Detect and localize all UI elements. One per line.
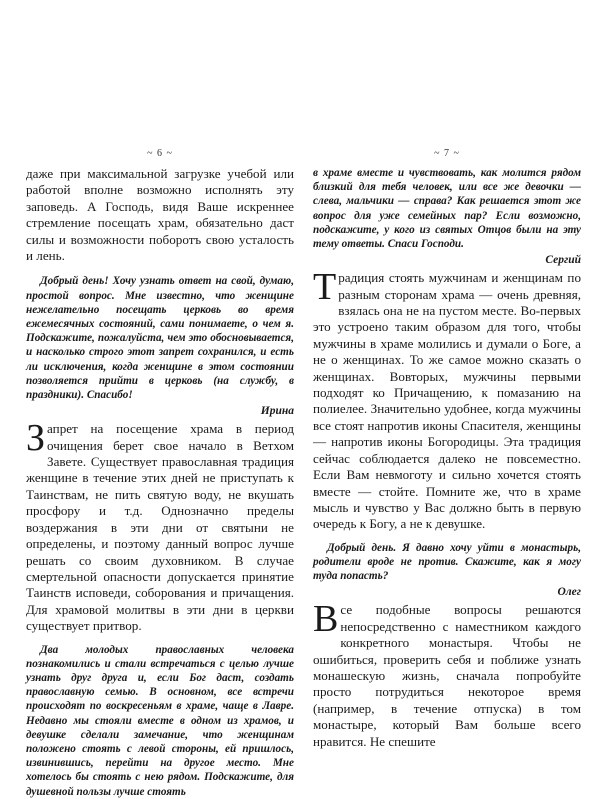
answer-text: апрет на посещение храма в период очищения берет свое начало в Ветхом Завете. Существует православная традиция женщине в течение этих дней не приступать к Таинствам, не пить святую воду, не вкушать просфору и т.д. Однозначно пределы воздержания в эти дни от святыни не определены, и поэтому данный вопрос лучше решать со своим духовником. В случае смертельной опасности допускается принятие Таинств исповеди, соборования и причащения. Для храмовой молитвы в эти дни в церкви существует притвор. <box>26 421 294 634</box>
page-number: ~ 6 ~ <box>147 148 173 159</box>
answer-paragraph <box>26 417 294 634</box>
page-number: ~ 7 ~ <box>434 148 460 159</box>
answer-paragraph <box>313 598 581 750</box>
drop-cap: В <box>313 598 339 641</box>
intro-paragraph: даже при максимальной загрузке учебой или работой вполне возможно исполнять эту заповедь. А Господь, видя Ваше искреннее стремление посещать храм, обязательно даст силы и возможности поборотъ свою усталость и лень. <box>26 166 294 264</box>
left-page <box>26 0 294 798</box>
right-page-content <box>313 166 581 750</box>
reader-question-continued: в храме вместе и чувствовать, как молится рядом близкий для тебя человек, или все же девочки — слева, мальчики — справа? Как решается этот же вопрос для уже семейных пар? Если возможно, подскажите, у кого из святых Отцов были на эту тему ответы. Спаси Господи. <box>313 167 581 251</box>
reader-question: Добрый день! Хочу узнать ответ на свой, думаю, простой вопрос. Мне известно, что женщине нежелательно посещать церковь во время ежемесячных состояний, сами понимаете, о чем я. Подскажите, пожалуйста, чем это обосновывается, и насколько строго этот запрет сохранился, и есть ли исключения, когда женщине в этом состоянии позволяется прийти в церковь (на службу, в праздники). Спасибо! <box>26 275 294 402</box>
right-page <box>313 0 581 750</box>
question-signature: Олег <box>557 586 581 599</box>
drop-cap: Т <box>313 266 337 309</box>
answer-text: радиция стоять мужчинам и женщинам по разным сторонам храма — очень древняя, взялась она не на пустом месте. Во-первых это устроено таким образом для того, чтобы мужчины в храме молились и думали о Боге, а не о женщинах. То же самое можно сказать о женщинах. Вовторых, мужчины первыми подходят ко Причащению, к помазанию на полиелее. Значительно удобнее, когда мужчины все стоят напротив иконы Спасителя, женщины — напротив иконы Богородицы. Эта традиция сейчас соблюдается далеко не повсеместно. Если Вам невмоготу и сильно хочется стоять вместе — стойте. Помните же, что в храме мысль и чувство у Вас должно быть в первую очередь к Богу, а не к девушке. <box>313 270 581 532</box>
reader-question: Добрый день. Я давно хочу уйти в монастырь, родители вроде не против. Скажите, как я могу туда попасть? <box>313 541 581 583</box>
answer-paragraph <box>313 266 581 533</box>
left-page-content <box>26 166 294 799</box>
answer-text: се подобные вопросы решаются непосредственно с наместником каждого конкретного монастыря. Чтобы не ошибиться, проверить себя и поближе узнать монашескую жизнь, сначала попробуйте просто потрудиться некоторое время (например, в течение отпуска) в том монастыре, который Вам больше всего нравится. Не спешите <box>313 602 581 749</box>
drop-cap: З <box>26 417 46 460</box>
question-signature: Сергий <box>545 254 581 267</box>
question-signature: Ирина <box>260 405 294 418</box>
reader-question: Два молодых православных человека познакомились и стали встречаться с целью лучше узнать друг друга и, если Бог даст, создать православную семью. В основном, все встречи происходят по воскресеньям в храме, чаще в Лавре. Недавно мы стояли вместе в одном из храмов, и девушке сделали замечание, что женщинам положено стоять с левой стороны, ей пришлось, извинившись, перейти на другое место. Мне хотелось бы стоять с нею рядом. Подскажите, для душевной пользы лучше стоять <box>26 643 294 798</box>
